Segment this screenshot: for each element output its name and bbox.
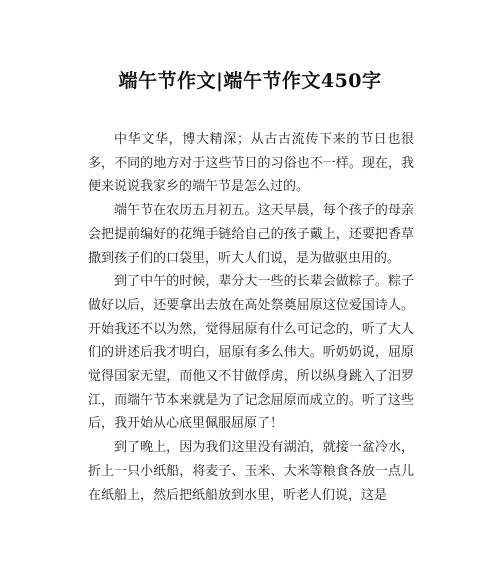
page-title: 端午节作文|端午节作文450字 bbox=[118, 70, 382, 92]
paragraph: 到了晚上，因为我们这里没有湖泊，就接一盆冷水，折上一只小纸船，将麦子、玉米、大米等粮食各放一点儿在纸船上，然后把纸船放到水里，听老人们说，这是 bbox=[88, 440, 414, 503]
paragraph: 端午节在农历五月初五。这天早晨，每个孩子的母亲会把提前编好的花绳手链给自己的孩子戴上，还要把香草撒到孩子们的口袋里，听大人们说，是为做驱虫用的。 bbox=[88, 203, 414, 266]
paragraph: 中华文华，博大精深；从古古流传下来的节日也很多，不同的地方对于这些节日的习俗也不一样。现在，我便来说说我家乡的端午节是怎么过的。 bbox=[88, 132, 414, 195]
article-body bbox=[88, 128, 414, 507]
paragraph: 到了中午的时候，辈分大一些的长辈会做粽子。粽子做好以后，还要拿出去放在高处祭奠屈原这位爱国诗人。开始我还不以为然，觉得屈原有什么可记念的，听了大人们的讲述后我才明白，屈原有多么伟大。听奶奶说，屈原觉得国家无望，而他又不甘做俘虏，所以纵身跳入了汨罗江，而端午节本来就是为了记念屈原而成立的。听了这些后，我开始从心底里佩服屈原了！ bbox=[88, 274, 414, 432]
